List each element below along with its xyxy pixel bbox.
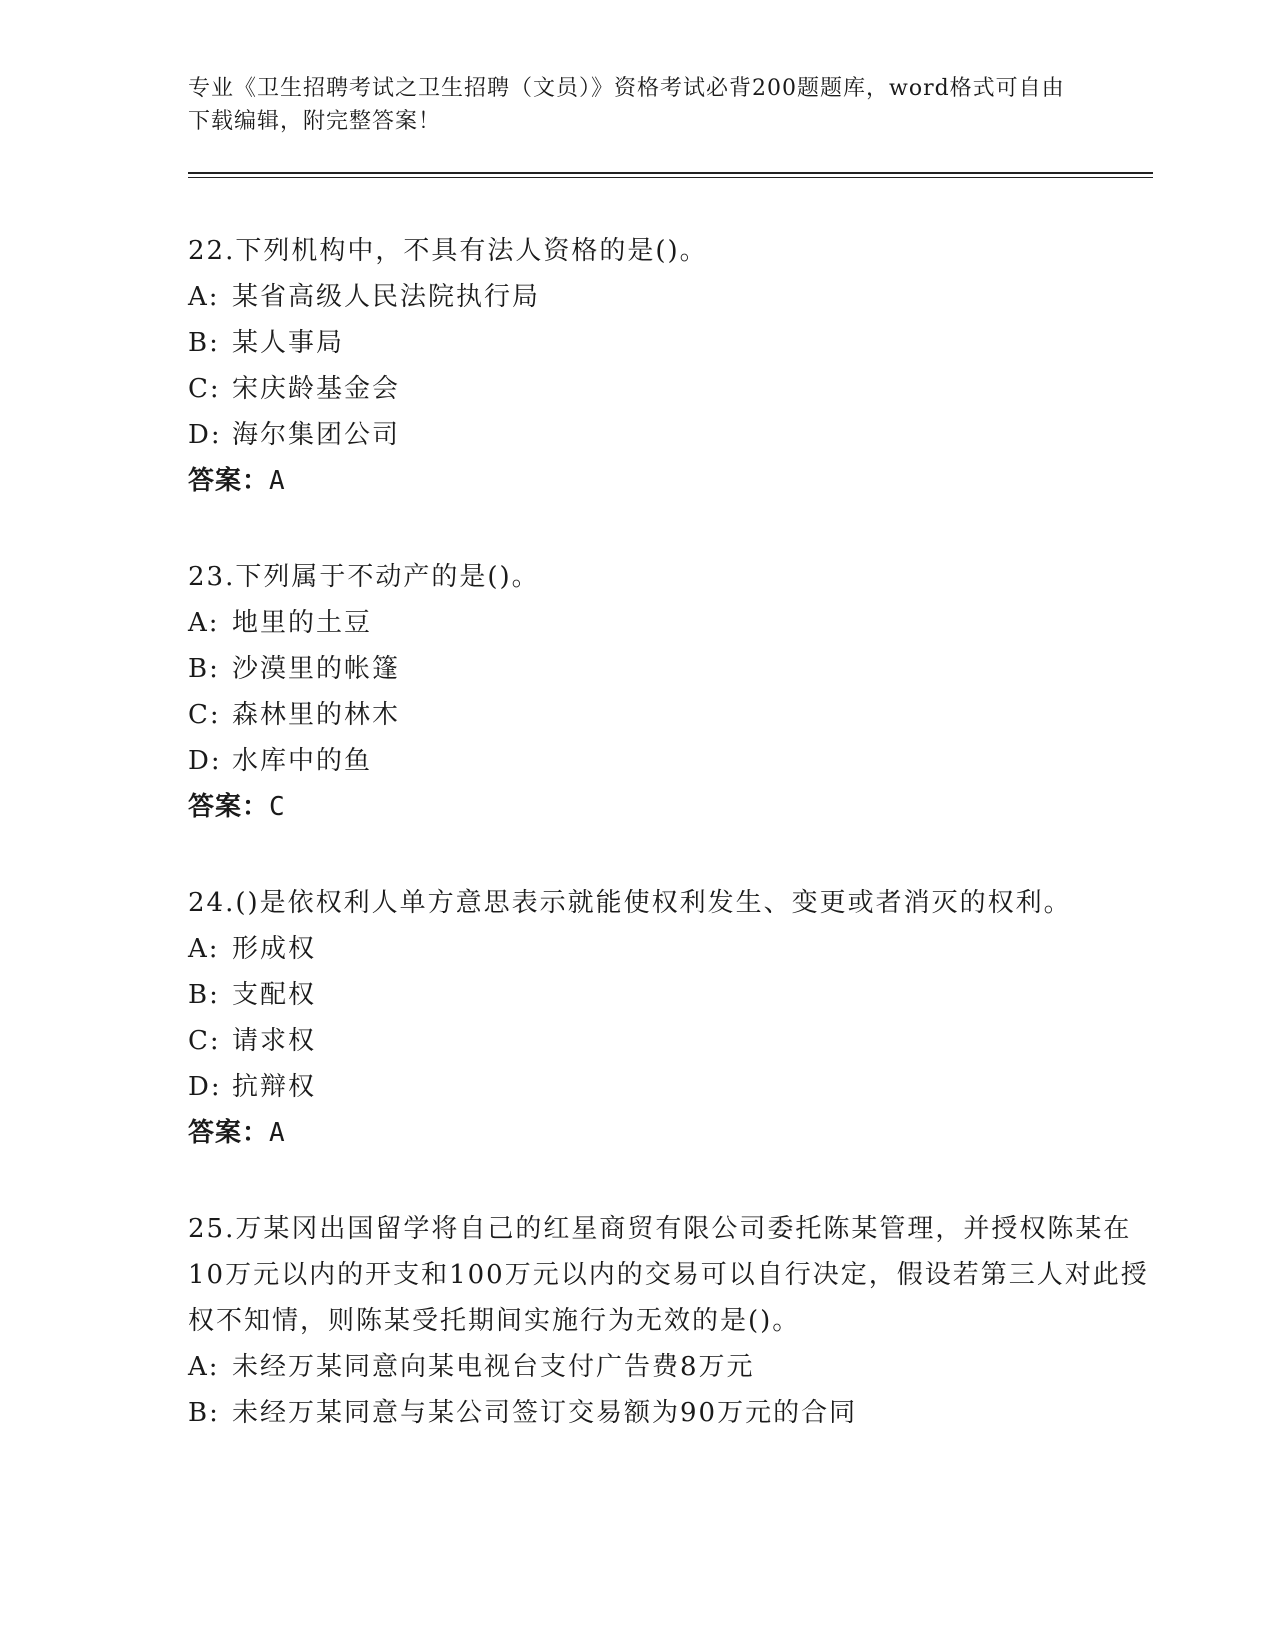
option-text: 请求权 (232, 1026, 317, 1056)
header-divider (188, 172, 1153, 178)
option-text: 支配权 (232, 980, 317, 1010)
answer-line (188, 458, 1153, 504)
answer-value: A (269, 1118, 286, 1148)
option-a (188, 1344, 1153, 1390)
option-d (188, 412, 1153, 458)
option-d (188, 738, 1153, 784)
option-letter: C: (188, 1026, 221, 1056)
option-letter: B: (188, 980, 220, 1010)
option-c (188, 366, 1153, 412)
question-23 (188, 554, 1153, 830)
option-b (188, 972, 1153, 1018)
option-b (188, 646, 1153, 692)
document-intro: 专业《卫生招聘考试之卫生招聘（文员）》资格考试必背200题题库，word格式可自由下载编辑，附完整答案！ (188, 76, 1065, 134)
option-letter: D: (188, 746, 222, 776)
option-b (188, 320, 1153, 366)
question-22 (188, 228, 1153, 504)
option-letter: A: (188, 608, 220, 638)
option-c (188, 692, 1153, 738)
option-a (188, 926, 1153, 972)
option-letter: B: (188, 1398, 220, 1428)
option-letter: A: (188, 1352, 220, 1382)
option-letter: C: (188, 700, 221, 730)
option-text: 形成权 (232, 934, 317, 964)
option-text: 森林里的林木 (232, 700, 401, 730)
option-b (188, 1390, 1153, 1436)
option-text: 沙漠里的帐篷 (232, 654, 401, 684)
question-stem: 23.下列属于不动产的是()。 (188, 562, 540, 592)
question-list (188, 228, 1153, 1436)
option-d (188, 1064, 1153, 1110)
answer-line (188, 784, 1153, 830)
option-letter: D: (188, 1072, 222, 1102)
option-text: 海尔集团公司 (232, 420, 401, 450)
option-letter: B: (188, 328, 220, 358)
option-a (188, 600, 1153, 646)
option-c (188, 1018, 1153, 1064)
question-stem: 22.下列机构中，不具有法人资格的是()。 (188, 236, 708, 266)
option-letter: C: (188, 374, 221, 404)
option-letter: B: (188, 654, 220, 684)
option-text: 宋庆龄基金会 (232, 374, 401, 404)
option-text: 未经万某同意与某公司签订交易额为90万元的合同 (232, 1398, 858, 1428)
question-24 (188, 880, 1153, 1156)
answer-value: A (269, 466, 286, 496)
question-stem: 24.()是依权利人单方意思表示就能使权利发生、变更或者消灭的权利。 (188, 888, 1072, 918)
option-a (188, 274, 1153, 320)
answer-label: 答案： (188, 1118, 270, 1148)
answer-label: 答案： (188, 792, 270, 822)
option-letter: D: (188, 420, 222, 450)
option-text: 未经万某同意向某电视台支付广告费8万元 (232, 1352, 755, 1382)
answer-value: C (269, 792, 286, 822)
document-page (188, 72, 1153, 1486)
question-stem: 25.万某冈出国留学将自己的红星商贸有限公司委托陈某管理，并授权陈某在10万元以内的开支和100万元以内的交易可以自行决定，假设若第三人对此授权不知情，则陈某受托期间实施行为无效的是()。 (188, 1214, 1149, 1336)
option-text: 水库中的鱼 (232, 746, 373, 776)
answer-label: 答案： (188, 466, 270, 496)
option-letter: A: (188, 282, 220, 312)
option-letter: A: (188, 934, 220, 964)
answer-line (188, 1110, 1153, 1156)
question-25 (188, 1206, 1153, 1436)
option-text: 地里的土豆 (232, 608, 373, 638)
option-text: 某人事局 (232, 328, 345, 358)
option-text: 某省高级人民法院执行局 (232, 282, 541, 312)
option-text: 抗辩权 (232, 1072, 317, 1102)
